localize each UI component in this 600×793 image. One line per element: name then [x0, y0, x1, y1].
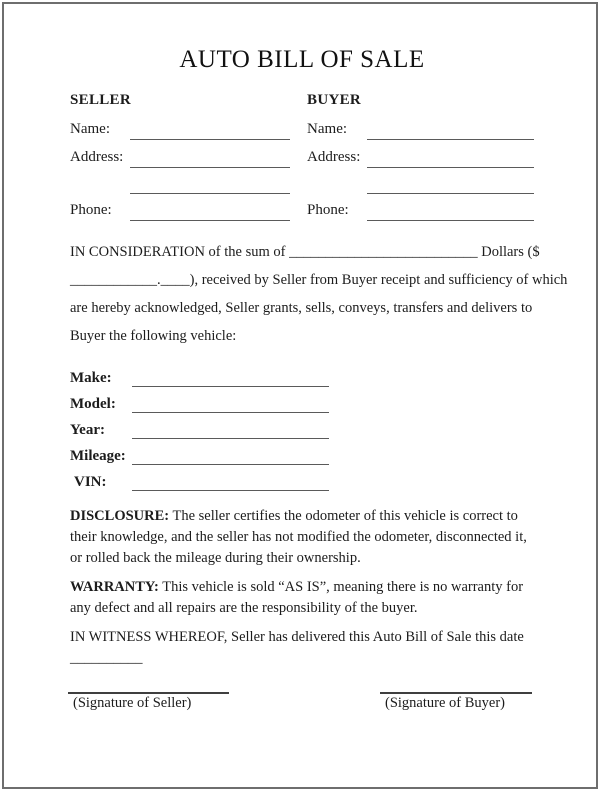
consideration-line-1	[70, 238, 540, 266]
seller-address2-line[interactable]	[130, 175, 290, 194]
buyer-signature-caption: (Signature of Buyer)	[385, 695, 505, 711]
warranty-text: This vehicle is sold “AS IS”, meaning there is no warranty for any defect and all repairs are the responsibility of the buyer.	[70, 579, 524, 616]
consideration-line-4: Buyer the following vehicle:	[70, 328, 237, 344]
amount-numeric-blank[interactable]: ____________.____	[70, 272, 190, 288]
seller-name-label: Name:	[70, 121, 110, 137]
warranty-paragraph	[70, 577, 534, 619]
consideration-paragraph	[70, 238, 568, 350]
model-row	[70, 387, 330, 413]
consideration-line-2	[70, 266, 568, 294]
document-page	[2, 2, 598, 789]
phone-row	[70, 200, 534, 221]
make-line[interactable]	[132, 368, 329, 387]
vin-line[interactable]	[132, 472, 329, 491]
vin-label: VIN:	[74, 474, 107, 490]
year-label: Year:	[70, 422, 105, 438]
buyer-heading: BUYER	[307, 92, 362, 108]
seller-heading: SELLER	[70, 92, 131, 108]
address-row	[70, 147, 534, 168]
seller-signature-block	[68, 692, 229, 712]
mileage-row	[70, 439, 330, 465]
signature-section	[70, 692, 534, 712]
disclosure-text: The seller certifies the odometer of this vehicle is correct to their knowledge, and the seller has not modified the odometer, disconnected it, or rolled back the mileage during their ownership.	[70, 508, 527, 566]
year-line[interactable]	[132, 420, 329, 439]
seller-signature-line[interactable]	[68, 692, 229, 694]
consideration-prefix: IN CONSIDERATION of the sum of	[70, 244, 290, 260]
make-row	[70, 361, 330, 387]
witness-clause	[70, 627, 534, 669]
witness-text: IN WITNESS WHEREOF, Seller has delivered this Auto Bill of Sale this date	[70, 629, 524, 645]
buyer-address2-line[interactable]	[367, 175, 534, 194]
consideration-dollars-text: Dollars ($	[477, 244, 540, 260]
buyer-signature-block	[380, 692, 532, 712]
disclosure-paragraph	[70, 506, 534, 569]
consideration-line2-text: ), received by Seller from Buyer receipt and sufficiency of which	[189, 272, 568, 288]
vin-row	[70, 465, 330, 491]
buyer-signature-line[interactable]	[380, 692, 532, 694]
name-row	[70, 119, 534, 140]
buyer-phone-label: Phone:	[307, 202, 349, 218]
vehicle-fields	[70, 361, 534, 491]
make-label: Make:	[70, 370, 112, 386]
warranty-label: WARRANTY:	[70, 579, 159, 595]
buyer-address-line[interactable]	[367, 149, 534, 168]
model-line[interactable]	[132, 394, 329, 413]
buyer-name-line[interactable]	[367, 121, 534, 140]
seller-phone-label: Phone:	[70, 202, 112, 218]
year-row	[70, 413, 330, 439]
date-blank[interactable]: __________	[70, 650, 143, 666]
seller-name-line[interactable]	[130, 121, 290, 140]
address2-row	[70, 175, 534, 194]
buyer-phone-line[interactable]	[367, 202, 534, 221]
seller-signature-caption: (Signature of Seller)	[73, 695, 192, 711]
mileage-line[interactable]	[132, 446, 329, 465]
consideration-line-3: are hereby acknowledged, Seller grants, sells, conveys, transfers and delivers to	[70, 300, 533, 316]
model-label: Model:	[70, 396, 116, 412]
party-headings	[70, 92, 534, 109]
seller-address-label: Address:	[70, 149, 124, 165]
document-title: AUTO BILL OF SALE	[179, 46, 425, 73]
seller-address-line[interactable]	[130, 149, 290, 168]
mileage-label: Mileage:	[70, 448, 126, 464]
seller-phone-line[interactable]	[130, 202, 290, 221]
amount-words-blank[interactable]: __________________________	[289, 244, 478, 260]
disclosure-label: DISCLOSURE:	[70, 508, 170, 524]
buyer-name-label: Name:	[307, 121, 348, 137]
buyer-address-label: Address:	[307, 149, 361, 165]
